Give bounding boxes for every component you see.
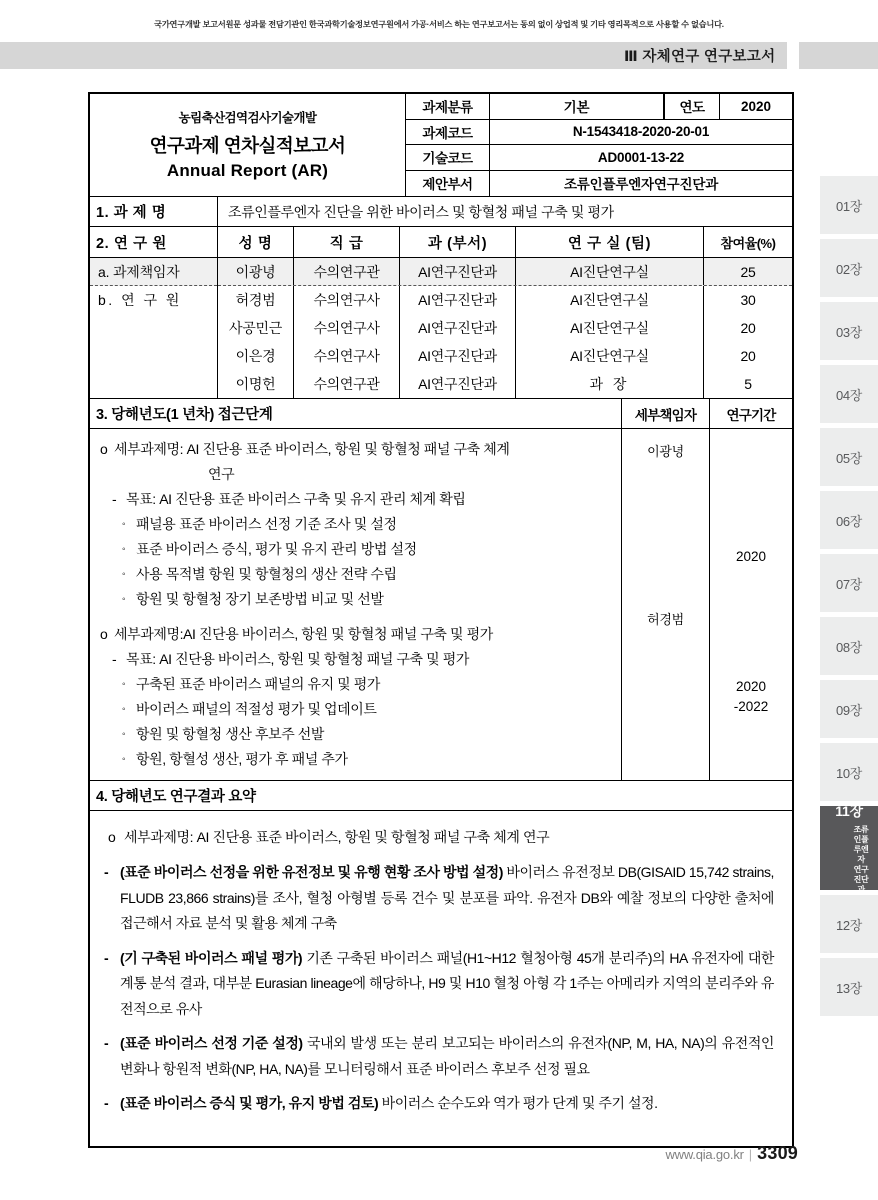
approach-sub-item	[90, 747, 621, 772]
approach-sub-item-text: 사용 목적별 항원 및 항혈청의 생산 전략 수립	[136, 566, 397, 582]
report-title-ko: 연구과제 연차실적보고서	[149, 134, 346, 156]
approach-goal-text: 목표: AI 진단용 표준 바이러스 구축 및 유지 관리 체계 확립	[126, 491, 466, 507]
researcher-dept: AI연구진단과	[400, 286, 516, 314]
result-item-heading: (표준 바이러스 선정 기준 설정)	[120, 1035, 303, 1051]
tech-code-row	[406, 145, 792, 171]
chapter-tab-02[interactable]	[820, 239, 878, 297]
column-header-owner: 세부책임자	[622, 399, 710, 428]
chapter-tab-12[interactable]	[820, 895, 878, 953]
chapter-tab-09[interactable]	[820, 680, 878, 738]
tech-code-value: AD0001-13-22	[597, 149, 685, 165]
researcher-rank: 수의연구사	[294, 286, 400, 314]
researcher-lab: 과 장	[516, 370, 704, 398]
result-item-heading: (표준 바이러스 증식 및 평가, 유지 방법 검토)	[120, 1095, 379, 1111]
result-item-marker: -	[104, 949, 109, 966]
researcher-dept: AI연구진단과	[400, 342, 516, 370]
researcher-lab: AI진단연구실	[516, 314, 704, 342]
chapter-tab-13[interactable]	[820, 958, 878, 1016]
researcher-name: 이명헌	[218, 370, 294, 398]
researcher-dept: AI연구진단과	[400, 370, 516, 398]
project-code-value: N-1543418-2020-20-01	[572, 124, 710, 140]
report-title-en: Annual Report (AR)	[166, 160, 329, 180]
chapter-tab-number: 09장	[835, 702, 863, 718]
circle-bullet-icon: ◦	[122, 754, 126, 765]
approach-sub-item	[90, 587, 621, 612]
chapter-tab-number: 12장	[835, 917, 863, 933]
column-header-rank: 직 급	[294, 227, 400, 257]
column-header-lab: 연 구 실 (팀)	[516, 227, 704, 257]
page-footer	[0, 1143, 798, 1164]
approach-owner: 허경범	[647, 612, 684, 627]
section-3-content	[90, 429, 622, 780]
chapter-tab-10[interactable]	[820, 743, 878, 801]
approach-sub-item	[90, 562, 621, 587]
result-item-text	[120, 1031, 774, 1082]
chapter-tab-number: 05장	[835, 450, 863, 466]
year-label: 연도	[664, 94, 720, 119]
section-3-owner-column	[622, 429, 710, 780]
researcher-row	[218, 258, 792, 286]
approach-marker: o	[100, 441, 108, 457]
researcher-row	[218, 342, 792, 370]
chapter-tab-number: 13장	[835, 980, 863, 996]
chapter-tab-rail	[820, 176, 878, 1021]
footer-url: www.qia.go.kr	[665, 1147, 744, 1162]
task-text: 세부과제명: AI 진단용 표준 바이러스, 항원 및 항혈청 패널 구축 체계 연구	[124, 829, 550, 845]
circle-bullet-icon: ◦	[122, 569, 126, 580]
program-name: 농림축산검역검사기술개발	[178, 110, 317, 125]
result-item-heading: (표준 바이러스 선정을 위한 유전정보 및 유행 현황 조사 방법 설정)	[120, 864, 503, 880]
circle-bullet-icon: ◦	[122, 729, 126, 740]
researcher-rank: 수의연구사	[294, 342, 400, 370]
researcher-rank: 수의연구관	[294, 370, 400, 398]
circle-bullet-icon: ◦	[122, 704, 126, 715]
tech-code-label: 기술코드	[406, 145, 490, 170]
category-value: 기본	[490, 94, 664, 119]
approach-goal-line	[90, 647, 621, 672]
project-code-row	[406, 120, 792, 146]
circle-bullet-icon: ◦	[122, 679, 126, 690]
column-header-period: 연구기간	[726, 407, 776, 423]
researcher-rank: 수의연구관	[294, 258, 400, 285]
approach-goal-text: 목표: AI 진단용 바이러스, 항원 및 항혈청 패널 구축 및 평가	[126, 651, 470, 667]
approach-sub-item-text: 항원 및 항혈청 생산 후보주 선발	[136, 726, 325, 742]
approach-period: 2020	[735, 549, 767, 564]
result-item	[104, 860, 774, 937]
section-3-header	[90, 399, 792, 429]
section-1-project-name	[90, 197, 792, 227]
proposing-dept-label: 제안부서	[406, 171, 490, 197]
circle-bullet-icon: ◦	[122, 544, 126, 555]
researcher-row	[218, 314, 792, 342]
circle-bullet-icon: ◦	[122, 519, 126, 530]
column-header-ratio: 참여율(%)	[720, 235, 776, 251]
approach-sub-item	[90, 697, 621, 722]
section-4-task-line	[104, 825, 774, 850]
role-member-label: b. 연 구 원	[98, 292, 182, 308]
approach-task-line	[90, 437, 621, 462]
approach-goal-line	[90, 487, 621, 512]
researcher-lab: AI진단연구실	[516, 286, 704, 314]
chapter-tab-number: 08장	[835, 639, 863, 655]
researcher-role-column	[90, 258, 218, 398]
column-header-name: 성 명	[218, 227, 294, 257]
chapter-tab-number: 06장	[835, 513, 863, 529]
approach-goal-marker: -	[112, 651, 117, 667]
chapter-tab-11[interactable]	[820, 803, 878, 894]
approach-sub-item-text: 구축된 표준 바이러스 패널의 유지 및 평가	[136, 676, 381, 692]
approach-marker: o	[100, 626, 108, 642]
category-label: 과제분류	[406, 94, 490, 119]
approach-sub-item	[90, 722, 621, 747]
researcher-ratio: 20	[740, 348, 756, 364]
chapter-tab-number: 11장	[835, 803, 863, 819]
researcher-dept: AI연구진단과	[400, 258, 516, 285]
result-item-body: 국내외 발생 또는 분리 보고되는 바이러스의 유전자(NP, M, HA, NA)의 유전적인 변화나 항원적 변화(NP, HA, NA)를 모니터링해서 표준 바이러스 후보주 선정 필요	[120, 1035, 774, 1077]
running-head-gap	[787, 42, 799, 69]
section-4-body	[90, 811, 792, 1146]
result-item	[104, 1091, 774, 1117]
researcher-ratio: 30	[740, 292, 756, 308]
year-value: 2020	[740, 98, 772, 114]
category-row	[406, 94, 792, 120]
approach-goal-marker: -	[112, 491, 117, 507]
chapter-tab-03[interactable]	[820, 302, 878, 360]
approach-sub-item-text: 패널용 표준 바이러스 선정 기준 조사 및 설정	[136, 516, 397, 532]
result-item-marker: -	[104, 1095, 109, 1111]
result-item-text	[120, 946, 774, 1023]
researcher-lab: AI진단연구실	[516, 342, 704, 370]
section-3-body	[90, 429, 792, 781]
chapter-tab-number: 07장	[835, 576, 863, 592]
report-title-cell	[90, 94, 406, 196]
section-1-value: 조류인플루엔자 진단을 위한 바이러스 및 항혈청 패널 구축 및 평가	[228, 203, 614, 220]
approach-sub-item-text: 바이러스 패널의 적절성 평가 및 업데이트	[136, 701, 377, 717]
chapter-tab-subtitle: 조류 인플루엔자 연구진단과	[853, 825, 869, 894]
approach-block	[90, 622, 621, 772]
researcher-rows	[218, 258, 792, 398]
researcher-lab: AI진단연구실	[516, 258, 704, 285]
approach-task-continuation: 연구	[208, 466, 235, 482]
approach-task-line	[90, 622, 621, 647]
section-2-header	[90, 227, 792, 258]
researcher-ratio: 25	[740, 263, 756, 280]
researcher-rank: 수의연구사	[294, 314, 400, 342]
researcher-row	[218, 370, 792, 398]
result-item-body: 바이러스 유전정보 DB(GISAID 15,742 strains, FLUDB 23,866 strains)를 조사, 혈청 아형별 등록 건수 및 분포를 파악. 유전자 DB와 예찰 정보의 다양한 출처에 접근해서 자료 분석 및 활용 체계 구축	[120, 864, 775, 931]
annual-report-form	[88, 92, 794, 1148]
chapter-tab-08[interactable]	[820, 617, 878, 675]
researcher-name: 이은경	[218, 342, 294, 370]
running-head-title: Ⅲ 자체연구 연구보고서	[624, 49, 776, 65]
project-code-label: 과제코드	[406, 120, 490, 145]
result-item-text	[120, 860, 774, 937]
role-lead-label: a. 과제책임자	[90, 258, 217, 286]
section-1-label: 1. 과 제 명	[90, 197, 218, 226]
approach-task-text: 세부과제명:AI 진단용 바이러스, 항원 및 항혈청 패널 구축 및 평가	[114, 626, 493, 642]
approach-task-text: 세부과제명: AI 진단용 표준 바이러스, 항원 및 항혈청 패널 구축 체계	[114, 441, 510, 457]
chapter-tab-04[interactable]	[820, 365, 878, 423]
researcher-name: 사공민근	[218, 314, 294, 342]
result-item-marker: -	[104, 864, 109, 880]
approach-sub-item	[90, 537, 621, 562]
chapter-tab-05[interactable]	[820, 428, 878, 486]
approach-owner: 이광녕	[647, 444, 684, 459]
circle-bullet-icon: ◦	[122, 594, 126, 605]
chapter-tab-07[interactable]	[820, 554, 878, 612]
result-item	[104, 946, 774, 1023]
proposing-dept-row	[406, 171, 792, 197]
section-3-label: 3. 당해년도(1 년차) 접근단계	[90, 399, 622, 428]
researcher-row	[218, 286, 792, 314]
chapter-tab-06[interactable]	[820, 491, 878, 549]
result-item-body: 기존 구축된 바이러스 패널(H1~H12 혈청아형 45개 분리주)의 HA 유전자에 대한 계통 분석 결과, 대부분 Eurasian lineage에 해당하나, H9 및 H10 혈청 아형 각 1주는 아메리카 지역의 분리주와 유전적으로 유사	[120, 949, 774, 1017]
identity-block	[90, 94, 792, 197]
identity-fields	[406, 94, 792, 196]
proposing-dept-value: 조류인플루엔자연구진단과	[563, 177, 719, 193]
copyright-disclaimer: 국가연구개발 보고서원문 성과물 전담기관인 한국과학기술정보연구원에서 가공·서비스 하는 연구보고서는 동의 없이 상업적 및 기타 영리목적으로 사용할 수 없습니다.	[154, 20, 724, 29]
researcher-dept: AI연구진단과	[400, 314, 516, 342]
page-number: 3309	[757, 1143, 798, 1163]
result-item-body: 바이러스 순수도와 역가 평가 단계 및 주기 설정.	[378, 1095, 658, 1111]
section-3-period-column	[710, 429, 792, 780]
section-4-result-items	[104, 860, 774, 1117]
column-header-dept: 과 (부서)	[400, 227, 516, 257]
task-bullet-marker: o	[108, 829, 116, 845]
result-item-text	[120, 1091, 774, 1117]
researcher-name: 허경범	[218, 286, 294, 314]
section-2-body	[90, 258, 792, 399]
section-4-label: 4. 당해년도 연구결과 요약	[90, 781, 792, 811]
approach-sub-item	[90, 512, 621, 537]
approach-period: 2020 -2022	[733, 679, 769, 714]
section-2-label: 2. 연 구 원	[90, 227, 218, 257]
approach-sub-item-text: 항원, 항혈성 생산, 평가 후 패널 추가	[136, 751, 348, 767]
chapter-tab-01[interactable]	[820, 176, 878, 234]
researcher-ratio: 5	[744, 376, 752, 392]
researcher-name: 이광녕	[218, 258, 294, 285]
chapter-tab-number: 01장	[835, 198, 863, 214]
approach-sub-item-text: 항원 및 항혈청 장기 보존방법 비교 및 선발	[136, 591, 384, 607]
chapter-tab-number: 02장	[835, 261, 863, 277]
approach-block	[90, 437, 621, 612]
approach-sub-item	[90, 672, 621, 697]
researcher-ratio: 20	[740, 320, 756, 336]
footer-separator: |	[748, 1147, 753, 1162]
approach-sub-item-text: 표준 바이러스 증식, 평가 및 유지 관리 방법 설정	[136, 541, 417, 557]
chapter-tab-number: 04장	[835, 387, 863, 403]
result-item	[104, 1031, 774, 1082]
chapter-tab-number: 03장	[835, 324, 863, 340]
result-item-heading: (기 구축된 바이러스 패널 평가)	[120, 949, 303, 966]
result-item-marker: -	[104, 1035, 109, 1051]
chapter-tab-number: 10장	[835, 765, 863, 781]
